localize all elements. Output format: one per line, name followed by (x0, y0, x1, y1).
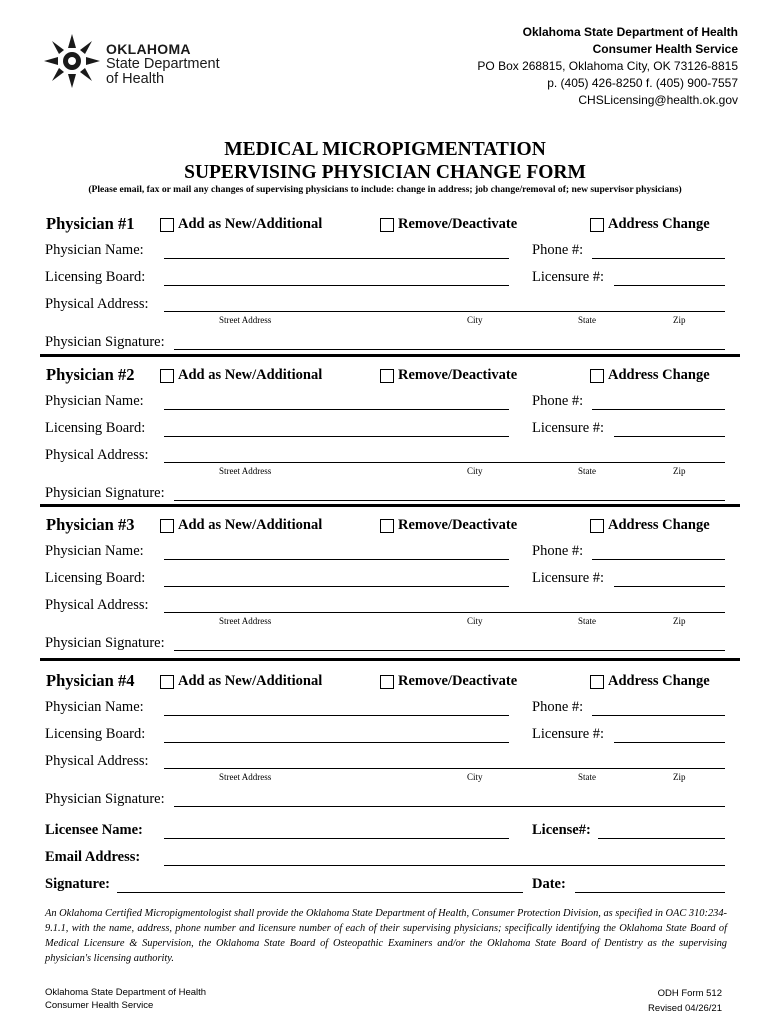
physician-name-field[interactable] (164, 409, 509, 410)
remove-option[interactable] (380, 673, 517, 690)
licensing-board-field[interactable] (164, 586, 509, 587)
street-caption: Street Address (219, 616, 272, 626)
physician-signature-field[interactable] (174, 500, 725, 501)
street-caption: Street Address (219, 466, 272, 476)
physician-section-1 (0, 214, 770, 364)
form-subtitle: (Please email, fax or mail any changes of supervising physicians to include: change in address; job change/removal of; new supervisor physicians) (88, 184, 682, 195)
city-caption: City (467, 466, 483, 476)
remove-label: Remove/Deactivate (398, 673, 518, 689)
signature-label: Signature: (45, 876, 110, 892)
licensee-name-field[interactable] (164, 838, 509, 839)
org-phone-fax: p. (405) 426-8250 f. (405) 900-7557 (547, 76, 738, 90)
physician-heading: Physician #2 (46, 365, 135, 384)
address-change-option[interactable] (590, 517, 710, 534)
footer-left (45, 986, 206, 1012)
add-new-checkbox[interactable] (160, 218, 174, 232)
city-caption: City (467, 616, 483, 626)
remove-label: Remove/Deactivate (398, 216, 518, 232)
remove-option[interactable] (380, 517, 517, 534)
state-caption: State (578, 616, 596, 626)
physician-signature-label: Physician Signature: (45, 635, 165, 651)
add-new-checkbox[interactable] (160, 369, 174, 383)
revised-date: Revised 04/26/21 (648, 1003, 722, 1014)
add-new-option[interactable] (160, 517, 322, 534)
licensing-board-field[interactable] (164, 742, 509, 743)
date-field[interactable] (575, 892, 725, 893)
physician-section-3 (0, 515, 770, 665)
address-change-label: Address Change (608, 367, 710, 383)
physician-signature-label: Physician Signature: (45, 791, 165, 807)
physician-heading: Physician #3 (46, 515, 135, 534)
physician-name-field[interactable] (164, 715, 509, 716)
org-email: CHSLicensing@health.ok.gov (578, 93, 738, 107)
org-address: PO Box 268815, Oklahoma City, OK 73126-8815 (477, 59, 738, 73)
licensing-board-field[interactable] (164, 285, 509, 286)
physical-address-label: Physical Address: (45, 597, 149, 613)
remove-checkbox[interactable] (380, 675, 394, 689)
add-new-checkbox[interactable] (160, 519, 174, 533)
address-change-checkbox[interactable] (590, 369, 604, 383)
address-change-label: Address Change (608, 517, 710, 533)
physician-signature-label: Physician Signature: (45, 485, 165, 501)
remove-option[interactable] (380, 216, 517, 233)
remove-checkbox[interactable] (380, 369, 394, 383)
licensure-field[interactable] (614, 285, 725, 286)
regulation-footnote: An Oklahoma Certified Micropigmentologist shall provide the Oklahoma State Department of Health, Consumer Protection Division, as specified in OAC 310:234-9.1.1, with the name, address, phone number and licensure number of each of their supervising physicians; specifically identifying the Oklahoma State Board of Medical Licensure & Supervision, the Oklahoma State Board of Osteopathic Examiners and/or the Oklahoma State Board of Dentistry as the supervising physician's licensing authority. (45, 908, 727, 964)
zip-caption: Zip (673, 616, 686, 626)
licensing-board-label: Licensing Board: (45, 726, 146, 742)
physician-signature-label: Physician Signature: (45, 334, 165, 350)
org-contact-block (477, 24, 738, 109)
physician-name-label: Physician Name: (45, 393, 144, 409)
phone-field[interactable] (592, 409, 725, 410)
address-change-option[interactable] (590, 216, 710, 233)
licensing-board-field[interactable] (164, 436, 509, 437)
address-change-label: Address Change (608, 216, 710, 232)
address-change-checkbox[interactable] (590, 218, 604, 232)
physician-name-label: Physician Name: (45, 543, 144, 559)
phone-label: Phone #: (532, 242, 584, 258)
remove-label: Remove/Deactivate (398, 367, 518, 383)
physical-address-field[interactable] (164, 768, 725, 769)
city-caption: City (467, 772, 483, 782)
licensure-field[interactable] (614, 586, 725, 587)
address-change-label: Address Change (608, 673, 710, 689)
physician-signature-field[interactable] (174, 650, 725, 651)
street-caption: Street Address (219, 772, 272, 782)
add-new-label: Add as New/Additional (178, 216, 323, 232)
signature-field[interactable] (117, 892, 523, 893)
physician-name-field[interactable] (164, 559, 509, 560)
section-divider (40, 504, 740, 507)
zip-caption: Zip (673, 466, 686, 476)
licensing-board-label: Licensing Board: (45, 269, 146, 285)
state-caption: State (578, 315, 596, 325)
zip-caption: Zip (673, 315, 686, 325)
address-change-option[interactable] (590, 367, 710, 384)
address-change-checkbox[interactable] (590, 519, 604, 533)
logo-oklahoma: OKLAHOMA (106, 41, 191, 57)
state-caption: State (578, 466, 596, 476)
logo-state-department: State Department (106, 56, 220, 72)
section-divider (40, 658, 740, 661)
add-new-checkbox[interactable] (160, 675, 174, 689)
osdh-logo (42, 32, 242, 90)
licensure-label: Licensure #: (532, 726, 605, 742)
remove-label: Remove/Deactivate (398, 517, 518, 533)
licensure-field[interactable] (614, 436, 725, 437)
physician-section-2 (0, 365, 770, 515)
add-new-option[interactable] (160, 216, 322, 233)
licensing-board-label: Licensing Board: (45, 420, 146, 436)
phone-field[interactable] (592, 715, 725, 716)
physician-name-field[interactable] (164, 258, 509, 259)
zip-caption: Zip (673, 772, 686, 782)
star-logo-icon (42, 32, 102, 90)
physical-address-label: Physical Address: (45, 447, 149, 463)
physical-address-field[interactable] (164, 311, 725, 312)
licensing-board-label: Licensing Board: (45, 570, 146, 586)
physician-name-label: Physician Name: (45, 699, 144, 715)
license-number-field[interactable] (598, 838, 725, 839)
remove-checkbox[interactable] (380, 519, 394, 533)
form-title-line1: MEDICAL MICROPIGMENTATION (224, 139, 546, 160)
footer-org: Oklahoma State Department of Health (45, 987, 207, 998)
physical-address-field[interactable] (164, 612, 725, 613)
physical-address-label: Physical Address: (45, 296, 149, 312)
address-change-option[interactable] (590, 673, 710, 690)
remove-checkbox[interactable] (380, 218, 394, 232)
licensure-field[interactable] (614, 742, 725, 743)
physical-address-label: Physical Address: (45, 753, 149, 769)
phone-label: Phone #: (532, 393, 584, 409)
add-new-label: Add as New/Additional (178, 367, 323, 383)
phone-label: Phone #: (532, 543, 584, 559)
date-label: Date: (532, 876, 566, 892)
physician-signature-field[interactable] (174, 806, 725, 807)
physician-heading: Physician #1 (46, 214, 135, 233)
add-new-label: Add as New/Additional (178, 673, 323, 689)
license-number-label: License#: (532, 822, 591, 838)
logo-of-health: of Health (106, 71, 165, 87)
physical-address-field[interactable] (164, 462, 725, 463)
phone-field[interactable] (592, 559, 725, 560)
physician-name-label: Physician Name: (45, 242, 144, 258)
licensee-name-label: Licensee Name: (45, 822, 143, 838)
add-new-label: Add as New/Additional (178, 517, 323, 533)
licensure-label: Licensure #: (532, 420, 605, 436)
add-new-option[interactable] (160, 367, 322, 384)
phone-field[interactable] (592, 258, 725, 259)
org-name: Oklahoma State Department of Health (522, 25, 738, 39)
licensure-label: Licensure #: (532, 570, 605, 586)
section-divider (40, 354, 740, 357)
state-caption: State (578, 772, 596, 782)
physician-signature-field[interactable] (174, 349, 725, 350)
footer-service: Consumer Health Service (45, 1000, 154, 1011)
org-service: Consumer Health Service (592, 42, 738, 56)
form-number: ODH Form 512 (657, 988, 722, 999)
form-title-line2: SUPERVISING PHYSICIAN CHANGE FORM (184, 162, 586, 183)
remove-option[interactable] (380, 367, 517, 384)
licensure-label: Licensure #: (532, 269, 605, 285)
street-caption: Street Address (219, 315, 272, 325)
physician-section-4 (0, 671, 770, 821)
footer-right (648, 986, 722, 1016)
email-address-field[interactable] (164, 865, 725, 866)
phone-label: Phone #: (532, 699, 584, 715)
physician-heading: Physician #4 (46, 671, 135, 690)
add-new-option[interactable] (160, 673, 322, 690)
email-address-label: Email Address: (45, 849, 141, 865)
city-caption: City (467, 315, 483, 325)
address-change-checkbox[interactable] (590, 675, 604, 689)
